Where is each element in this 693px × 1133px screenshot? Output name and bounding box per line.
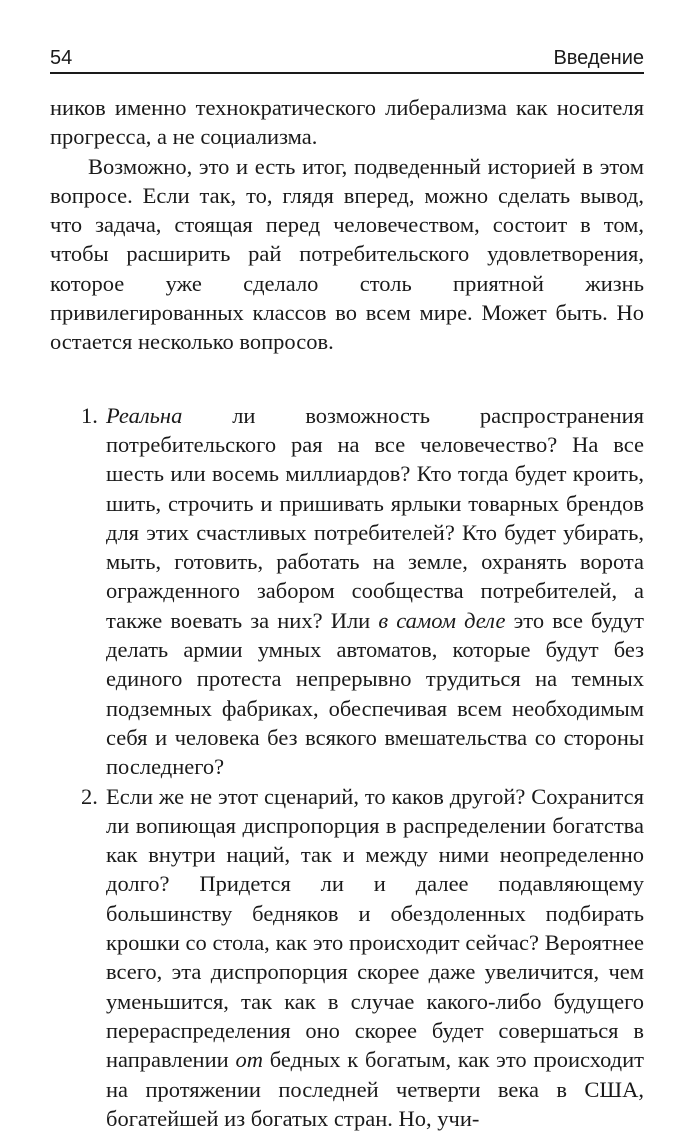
italic-emphasis: в самом деле <box>378 607 506 633</box>
list-number: 2. <box>81 783 98 809</box>
book-page <box>50 0 644 1131</box>
text-segment: Если же не этот сценарий, то каков другой? Сохранится ли вопиющая диспропорция в распределении богатства как внутри наций, так и между ними неопределенно долго? Придется ли и далее подавляющему большинству бедняков и обездоленных подбирать крошки со стола, как это происходит сейчас? Вероятнее всего, эта диспропорция скорее даже увеличится, чем уменьшится, так как в случае какого-либо будущего перераспределения оно скорее будет совершаться в направлении <box>106 783 644 1073</box>
running-head: Введение <box>553 47 644 69</box>
list-item <box>50 401 644 782</box>
list-item-text <box>106 782 644 1133</box>
paragraph: Возможно, это и есть итог, подведенный историей в этом вопросе. Если так, то, глядя вперед, можно сделать вывод, что задача, стоящая перед человечеством, состоит в том, чтобы расширить рай потребительского удовлетворения, которое уже сделало столь приятной жизнь привилегированных классов во всем мире. Может быть. Но остается несколько вопросов. <box>50 153 644 355</box>
italic-emphasis: Реальна <box>106 402 183 428</box>
text-segment: бедных к богатым, как это происходит на протяжении последней четверти века в США, богатейшей из богатых стран. Но, учи- <box>106 1047 644 1131</box>
italic-emphasis: от <box>235 1047 263 1073</box>
question-list <box>50 401 644 1133</box>
list-number: 1. <box>81 402 98 428</box>
page-header <box>50 44 644 74</box>
body-text <box>50 93 644 1133</box>
list-item <box>50 782 644 1133</box>
text-segment: это все будут делать армии умных автоматов, которые будут без единого протеста непрерывно трудиться на темных подземных фабриках, обеспечивая всем необходимым себя и человека без всякого вмешательства со стороны последнего? <box>106 607 644 780</box>
paragraph-continuation: ников именно технократического либерализма как носителя прогресса, а не социализма. <box>50 95 644 150</box>
list-item-text <box>106 401 644 782</box>
page-number: 54 <box>50 47 73 69</box>
text-segment: ли возможность распространения потребительского рая на все человечество? На все шесть или восемь миллиардов? Кто тогда будет кроить, шить, строчить и пришивать ярлыки товарных брендов для этих счастливых потребителей? Кто будет убирать, мыть, готовить, работать на земле, охранять ворота огражденного забором сообщества потребителей, а также воевать за них? Или <box>106 402 644 633</box>
